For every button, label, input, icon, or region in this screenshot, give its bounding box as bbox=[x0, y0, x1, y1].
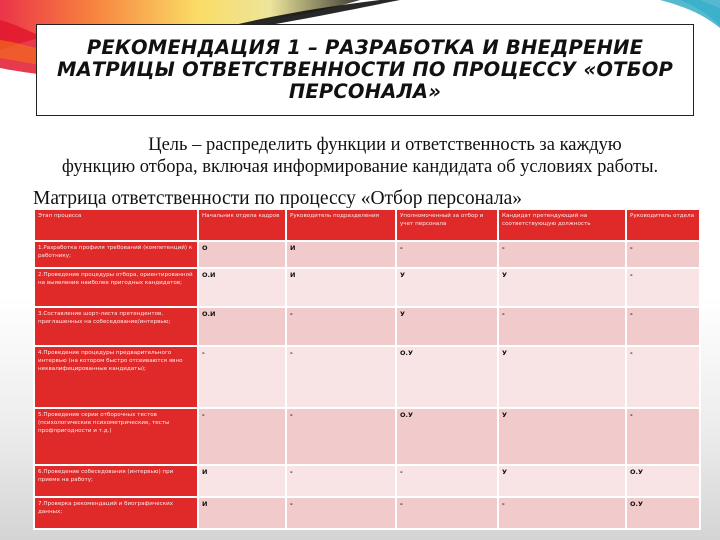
value-cell: - bbox=[498, 307, 626, 346]
header-hr-head: Начальник отдела кадров bbox=[198, 209, 286, 241]
value-cell: - bbox=[198, 346, 286, 408]
value-cell: О bbox=[198, 241, 286, 268]
value-cell: О.У bbox=[396, 346, 498, 408]
table-row bbox=[34, 241, 700, 268]
stage-cell: 7.Проверка рекомендаций и биографических данных; bbox=[34, 497, 198, 529]
header-recruiter: Уполномоченный за отбор и учет персонала bbox=[396, 209, 498, 241]
header-unit-head: Руководитель подразделения bbox=[286, 209, 396, 241]
value-cell: - bbox=[286, 408, 396, 465]
goal-statement bbox=[0, 134, 720, 178]
value-cell: - bbox=[286, 465, 396, 497]
value-cell: И bbox=[198, 497, 286, 529]
table-row bbox=[34, 408, 700, 465]
value-cell: - bbox=[396, 465, 498, 497]
value-cell: - bbox=[626, 307, 700, 346]
stage-cell: 2.Проведение процедуры отбора, ориентированной на выявление наиболее пригодных кандидатов; bbox=[34, 268, 198, 307]
value-cell: И bbox=[198, 465, 286, 497]
value-cell: - bbox=[286, 497, 396, 529]
value-cell: - bbox=[498, 497, 626, 529]
value-cell: - bbox=[626, 408, 700, 465]
value-cell: У bbox=[498, 346, 626, 408]
value-cell: - bbox=[286, 346, 396, 408]
table-row bbox=[34, 346, 700, 408]
header-stage: Этап процесса bbox=[34, 209, 198, 241]
header-row bbox=[34, 209, 700, 241]
table-row bbox=[34, 465, 700, 497]
goal-line-2: функцию отбора, включая информирование кандидата об условиях работы. bbox=[61, 157, 659, 177]
header-candidate: Кандидат претендующий на соответствующую должность bbox=[498, 209, 626, 241]
value-cell: О.У bbox=[396, 408, 498, 465]
value-cell: О.У bbox=[626, 497, 700, 529]
stage-cell: 6.Проведение собеседования (интервью) при приеме на работу; bbox=[34, 465, 198, 497]
value-cell: - bbox=[498, 241, 626, 268]
value-cell: У bbox=[396, 268, 498, 307]
value-cell: О.У bbox=[626, 465, 700, 497]
matrix-caption: Матрица ответственности по процессу «Отбор персонала» bbox=[33, 188, 522, 209]
value-cell: У bbox=[498, 465, 626, 497]
value-cell: - bbox=[626, 241, 700, 268]
value-cell: - bbox=[198, 408, 286, 465]
value-cell: О.И bbox=[198, 307, 286, 346]
value-cell: И bbox=[286, 268, 396, 307]
value-cell: У bbox=[396, 307, 498, 346]
responsibility-matrix bbox=[33, 208, 701, 530]
stage-cell: 1.Разработка профиля требований (компетенций) к работнику; bbox=[34, 241, 198, 268]
value-cell: - bbox=[626, 268, 700, 307]
goal-line-1: Цель – распределить функции и ответственность за каждую bbox=[148, 135, 622, 155]
value-cell: У bbox=[498, 408, 626, 465]
table-row bbox=[34, 307, 700, 346]
stage-cell: 4.Проведение процедуры предварительного интервью (на котором быстро отсеиваются явно неквалифицированные кандидаты); bbox=[34, 346, 198, 408]
value-cell: - bbox=[626, 346, 700, 408]
value-cell: У bbox=[498, 268, 626, 307]
slide-title-box bbox=[36, 24, 694, 116]
value-cell: - bbox=[396, 241, 498, 268]
table-row bbox=[34, 497, 700, 529]
slide-title: РЕКОМЕНДАЦИЯ 1 – РАЗРАБОТКА И ВНЕДРЕНИЕ МАТРИЦЫ ОТВЕТСТВЕННОСТИ ПО ПРОЦЕССУ «ОТБОР ПЕРСОНАЛА» bbox=[56, 36, 673, 103]
table-row bbox=[34, 268, 700, 307]
stage-cell: 3.Составление шорт-листа претендентов, приглашенных на собеседование/интервью; bbox=[34, 307, 198, 346]
value-cell: О.И bbox=[198, 268, 286, 307]
stage-cell: 5.Проведение серии отборочных тестов (психологические психометрические, тесты профпригодности и т.д.) bbox=[34, 408, 198, 465]
value-cell: И bbox=[286, 241, 396, 268]
header-dept-head: Руководитель отдела bbox=[626, 209, 700, 241]
value-cell: - bbox=[286, 307, 396, 346]
value-cell: - bbox=[396, 497, 498, 529]
